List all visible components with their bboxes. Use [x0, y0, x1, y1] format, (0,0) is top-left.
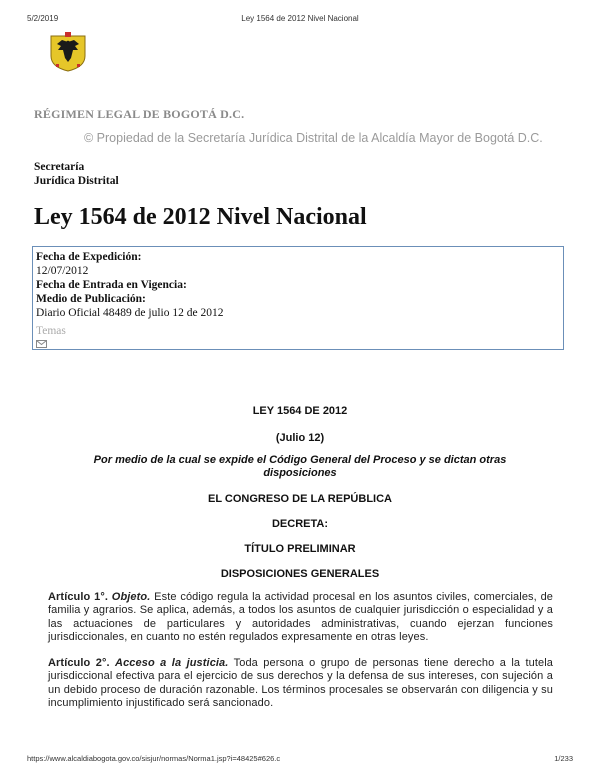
art1-label: Artículo 1°.	[48, 591, 109, 603]
metadata-box	[32, 246, 564, 350]
medio-publicacion-label: Medio de Publicación:	[36, 293, 146, 305]
copyright-notice: © Propiedad de la Secretaría Jurídica Distrital de la Alcaldía Mayor de Bogotá D.C.	[84, 131, 543, 145]
bogota-coat-of-arms-icon	[48, 30, 88, 72]
law-subtitle	[0, 454, 600, 480]
art2-text: Toda persona o grupo de personas tiene derecho a la tutela jurisdiccional efectiva para el ejercicio de sus derechos y la defensa de sus intereses, con sujeción a un debido proceso de duración razonable. Los términos procesales se observarán con diligencia y su incumplimiento injustificado será sancionado.	[48, 657, 553, 710]
fecha-expedicion-value: 12/07/2012	[36, 265, 89, 277]
fecha-expedicion-label: Fecha de Expedición:	[36, 251, 142, 263]
art2-name: Acceso a la justicia.	[115, 657, 229, 669]
art1-name: Objeto.	[111, 591, 151, 603]
temas-link[interactable]: Temas	[36, 325, 66, 337]
art1-text: Este código regula la actividad procesal en los asuntos civiles, comerciales, de familia y agrarios. Se aplica, además, a todos los asuntos de cualquier jurisdicción o especialidad y a las actuaciones de particulares y autoridades administrativas, cuando ejerzan funciones jurisdiccionales, en cuanto no estén regulados expresamente en otras leyes.	[48, 591, 554, 644]
disposiciones-heading: DISPOSICIONES GENERALES	[220, 568, 380, 580]
footer-page: 1/233	[554, 754, 573, 763]
decreta-heading: DECRETA:	[271, 518, 328, 530]
congreso-heading: EL CONGRESO DE LA REPÚBLICA	[208, 493, 392, 505]
page-title: Ley 1564 de 2012 Nivel Nacional	[34, 204, 367, 230]
titulo-heading: TÍTULO PRELIMINAR	[244, 543, 356, 555]
secretaria-line1: Secretaría	[34, 161, 85, 173]
subtitle-line2: disposiciones	[263, 467, 337, 479]
print-title: Ley 1564 de 2012 Nivel Nacional	[241, 14, 359, 23]
subtitle-line1: Por medio de la cual se expide el Código General del Proceso y se dictan otras	[93, 454, 507, 466]
secretaria-label	[34, 160, 119, 188]
site-name[interactable]: RÉGIMEN LEGAL DE BOGOTÁ D.C.	[34, 107, 245, 121]
fecha-vigencia-label: Fecha de Entrada en Vigencia:	[36, 279, 187, 291]
medio-publicacion-value: Diario Oficial 48489 de julio 12 de 2012	[36, 307, 224, 319]
secretaria-line2: Jurídica Distrital	[34, 175, 119, 187]
footer-url: https://www.alcaldiabogota.gov.co/sisjur/normas/Norma1.jsp?i=48425#626.c	[27, 754, 281, 763]
envelope-icon[interactable]	[36, 340, 47, 348]
article-1	[48, 591, 553, 645]
law-date: (Julio 12)	[275, 432, 325, 444]
law-number: LEY 1564 DE 2012	[252, 405, 348, 417]
print-date: 5/2/2019	[27, 14, 59, 23]
article-2	[48, 657, 553, 711]
art2-label: Artículo 2°.	[48, 657, 110, 669]
